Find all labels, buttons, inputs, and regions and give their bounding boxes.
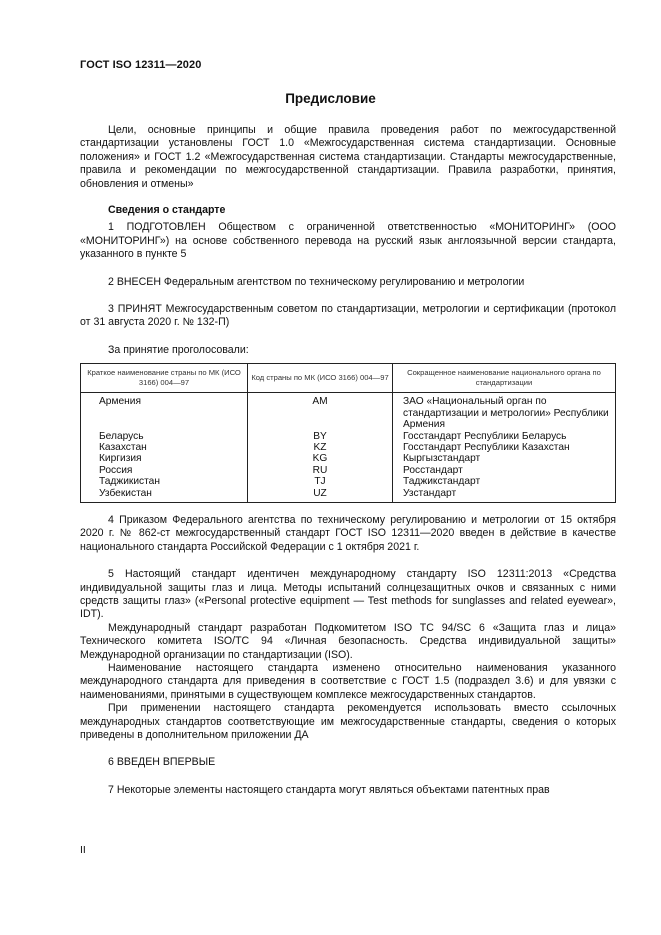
item-5-application-paragraph: При применении настоящего стандарта рекомендуется использовать вместо ссылочных международных стандартов соответствующие им межгосударственные стандарты, сведения о которых приведены в дополнительном приложении ДА — [80, 702, 616, 742]
code-cell: TJ — [248, 476, 393, 487]
body-cell: Узстандарт — [393, 488, 616, 503]
body-cell: Таджикстандарт — [393, 476, 616, 487]
item-6-paragraph: 6 ВВЕДЕН ВПЕРВЫЕ — [108, 756, 216, 769]
voting-table — [80, 363, 616, 503]
country-cell: Таджикистан — [81, 476, 248, 487]
body-cell: Кыргызстандарт — [393, 453, 616, 464]
page-title: Предисловие — [285, 91, 376, 106]
page-number: II — [80, 844, 86, 856]
item-5-committee-paragraph: Международный стандарт разработан Подкомитетом ISO TC 94/SC 6 «Защита глаз и лица» Технического комитета ISO/TC 94 «Личная безопасность. Средства индивидуальной защиты» Международной организации по стандартизации (ISO). — [80, 621, 616, 661]
table-row — [81, 442, 616, 453]
code-cell: UZ — [248, 488, 393, 503]
table-header-row — [81, 364, 616, 393]
item-1-paragraph: 1 ПОДГОТОВЛЕН Обществом с ограниченной ответственностью «МОНИТОРИНГ» (ООО «МОНИТОРИНГ») на основе собственного перевода на русский язык англоязычной версии стандарта, указанного в пункте 5 — [80, 221, 616, 261]
code-cell: BY — [248, 431, 393, 442]
country-cell: Казахстан — [81, 442, 248, 453]
item-3-paragraph: 3 ПРИНЯТ Межгосударственным советом по стандартизации, метрологии и сертификации (протокол от 31 августа 2020 г. № 132-П) — [80, 303, 616, 329]
country-cell: Киргизия — [81, 453, 248, 464]
table-row — [81, 431, 616, 442]
code-cell: KG — [248, 453, 393, 464]
item-5-paragraph: 5 Настоящий стандарт идентичен международному стандарту ISO 12311:2013 «Средства индивидуальной защиты глаз и лица. Методы испытаний солнцезащитных очков и связанных с ними средств защиты глаз» («Personal protective equipment — Test methods for sunglasses and related eyewear», IDT). — [80, 568, 616, 621]
body-cell: Госстандарт Республики Беларусь — [393, 431, 616, 442]
table-row — [81, 465, 616, 476]
country-cell: Россия — [81, 465, 248, 476]
table-row — [81, 488, 616, 503]
body-cell: Госстандарт Республики Казахстан — [393, 442, 616, 453]
body-cell: Росстандарт — [393, 465, 616, 476]
document-body — [80, 124, 616, 797]
item-5-title-change-paragraph: Наименование настоящего стандарта изменено относительно наименования указанного международного стандарта для приведения в соответствие с ГОСТ 1.5 (подраздел 3.6) и для увязки с наименованиями, принятыми в существующем комплексе межгосударственных стандартов. — [80, 662, 616, 701]
header-standards-body: Сокращенное наименование национального органа по стандартизации — [393, 364, 616, 393]
body-cell: ЗАО «Национальный орган по стандартизации и метрологии» Республики Армения — [393, 393, 616, 431]
header-country-code: Код страны по МК (ИСО 3166) 004—97 — [248, 364, 393, 393]
code-cell: RU — [248, 465, 393, 476]
country-cell: Узбекистан — [81, 488, 248, 503]
country-cell: Беларусь — [81, 431, 248, 442]
item-4-paragraph: 4 Приказом Федерального агентства по техническому регулированию и метрологии от 15 октября 2020 г. № 862-ст межгосударственный стандарт ГОСТ ISO 12311—2020 введен в действие в качестве национального стандарта Российской Федерации с 1 октября 2021 г. — [80, 513, 616, 553]
intro-paragraph: Цели, основные принципы и общие правила проведения работ по межгосударственной стандартизации установлены ГОСТ 1.0 «Межгосударственная система стандартизации. Основные положения» и ГОСТ 1.2 «Межгосударственная система стандартизации. Стандарты межгосударственные, правила и рекомендации по межгосударственной стандартизации. Правила разработки, принятия, обновления и отмены» — [80, 124, 616, 190]
country-cell: Армения — [81, 393, 248, 431]
table-row — [81, 393, 616, 431]
header-country-name: Краткое наименование страны по МК (ИСО 3166) 004—97 — [81, 364, 248, 393]
code-cell: KZ — [248, 442, 393, 453]
item-7-paragraph: 7 Некоторые элементы настоящего стандарта могут являться объектами патентных прав — [108, 783, 550, 796]
table-row — [81, 453, 616, 464]
vote-label: За принятие проголосовали: — [108, 343, 249, 356]
item-2-paragraph: 2 ВНЕСЕН Федеральным агентством по техническому регулированию и метрологии — [108, 275, 525, 288]
about-heading: Сведения о стандарте — [108, 204, 226, 217]
table-row — [81, 476, 616, 487]
code-cell: AM — [248, 393, 393, 431]
document-code: ГОСТ ISO 12311—2020 — [80, 59, 202, 71]
